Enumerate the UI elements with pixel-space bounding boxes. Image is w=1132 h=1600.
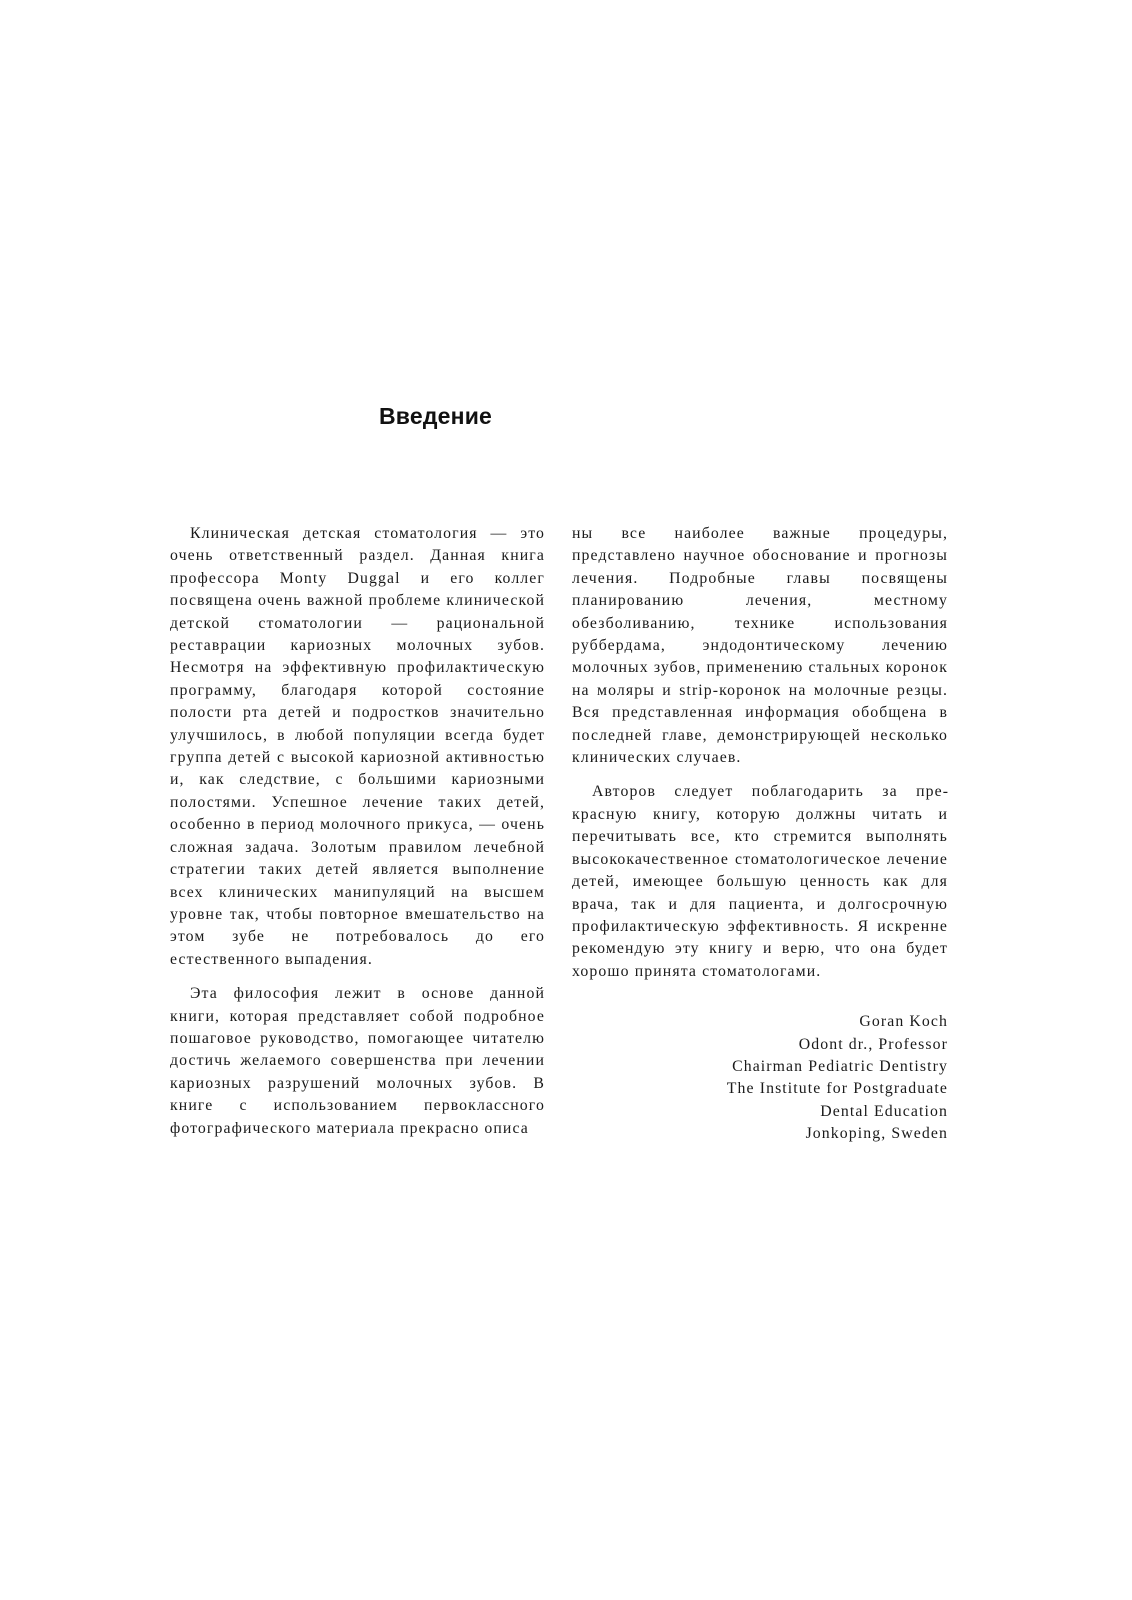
paragraph-2: Эта философия лежит в основе данной книги, которая представляет собой подробное пошаговое руководство, помогающее читателю достичь желаемого совершенства при лечении кариозных разрушений молочных зубов. В книге с использованием первоклассного фотографического материала прекрасно описа: [170, 985, 545, 1137]
author-position: Chairman Pediatric Dentistry: [732, 1057, 948, 1075]
author-name: Goran Koch: [859, 1013, 948, 1031]
paragraph-2-continued: ны все наиболее важные процедуры, представлено научное обоснование и прогнозы лечения. Подробные главы посвящены планированию лечения, местному обезболиванию, технике использования руббердама, эндодонтическому лечению молочных зубов, применению стальных коронок на моляры и strip-коронок на молочные резцы. Вся представленная информация обобщена в последней главе, демонстрирующей несколько клинических случаев.: [572, 525, 948, 767]
author-degree: Odont dr., Professor: [798, 1035, 948, 1053]
author-institute-line2: Dental Education: [820, 1102, 948, 1120]
paragraph-3: Авторов следует поблагодарить за прекрасную книгу, которую должны читать и перечитывать все, кто стремится выполнять высококачественное стоматологическое лечение детей, имеющее большую ценность как для врача, так и для пациента, и долгосрочную профилактическую эффективность. Я искренне рекомендую эту книгу и верю, что она будет хорошо принята стоматологами.: [572, 783, 948, 980]
page-title: Введение: [379, 403, 493, 429]
right-column: [572, 523, 948, 1146]
author-location: Jonkoping, Sweden: [805, 1125, 948, 1143]
author-institute-line1: The Institute for Postgraduate: [726, 1080, 948, 1098]
signature-block: [572, 1011, 948, 1145]
paragraph-1: Клиническая детская стоматология — это очень ответственный раздел. Данная книга профессора Monty Duggal и его коллег посвящена очень важной проблеме клинической детской стоматологии — рациональной реставрации кариозных молочных зубов. Несмотря на эффективную профилактическую программу, благодаря которой состояние полости рта детей и подростков значительно улучшилось, в любой популяции всегда будет группа детей с высокой кариозной активностью и, как следствие, с большими кариозными полостями. Успешное лечение таких детей, особенно в период молочного прикуса, — очень сложная задача. Золотым правилом лечебной стратегии таких детей является выполнение всех клинических манипуляций на высшем уровне так, чтобы повторное вмешательство на этом зубе не потребовалось до его естественного выпадения.: [170, 525, 545, 968]
left-column: [170, 523, 545, 1152]
